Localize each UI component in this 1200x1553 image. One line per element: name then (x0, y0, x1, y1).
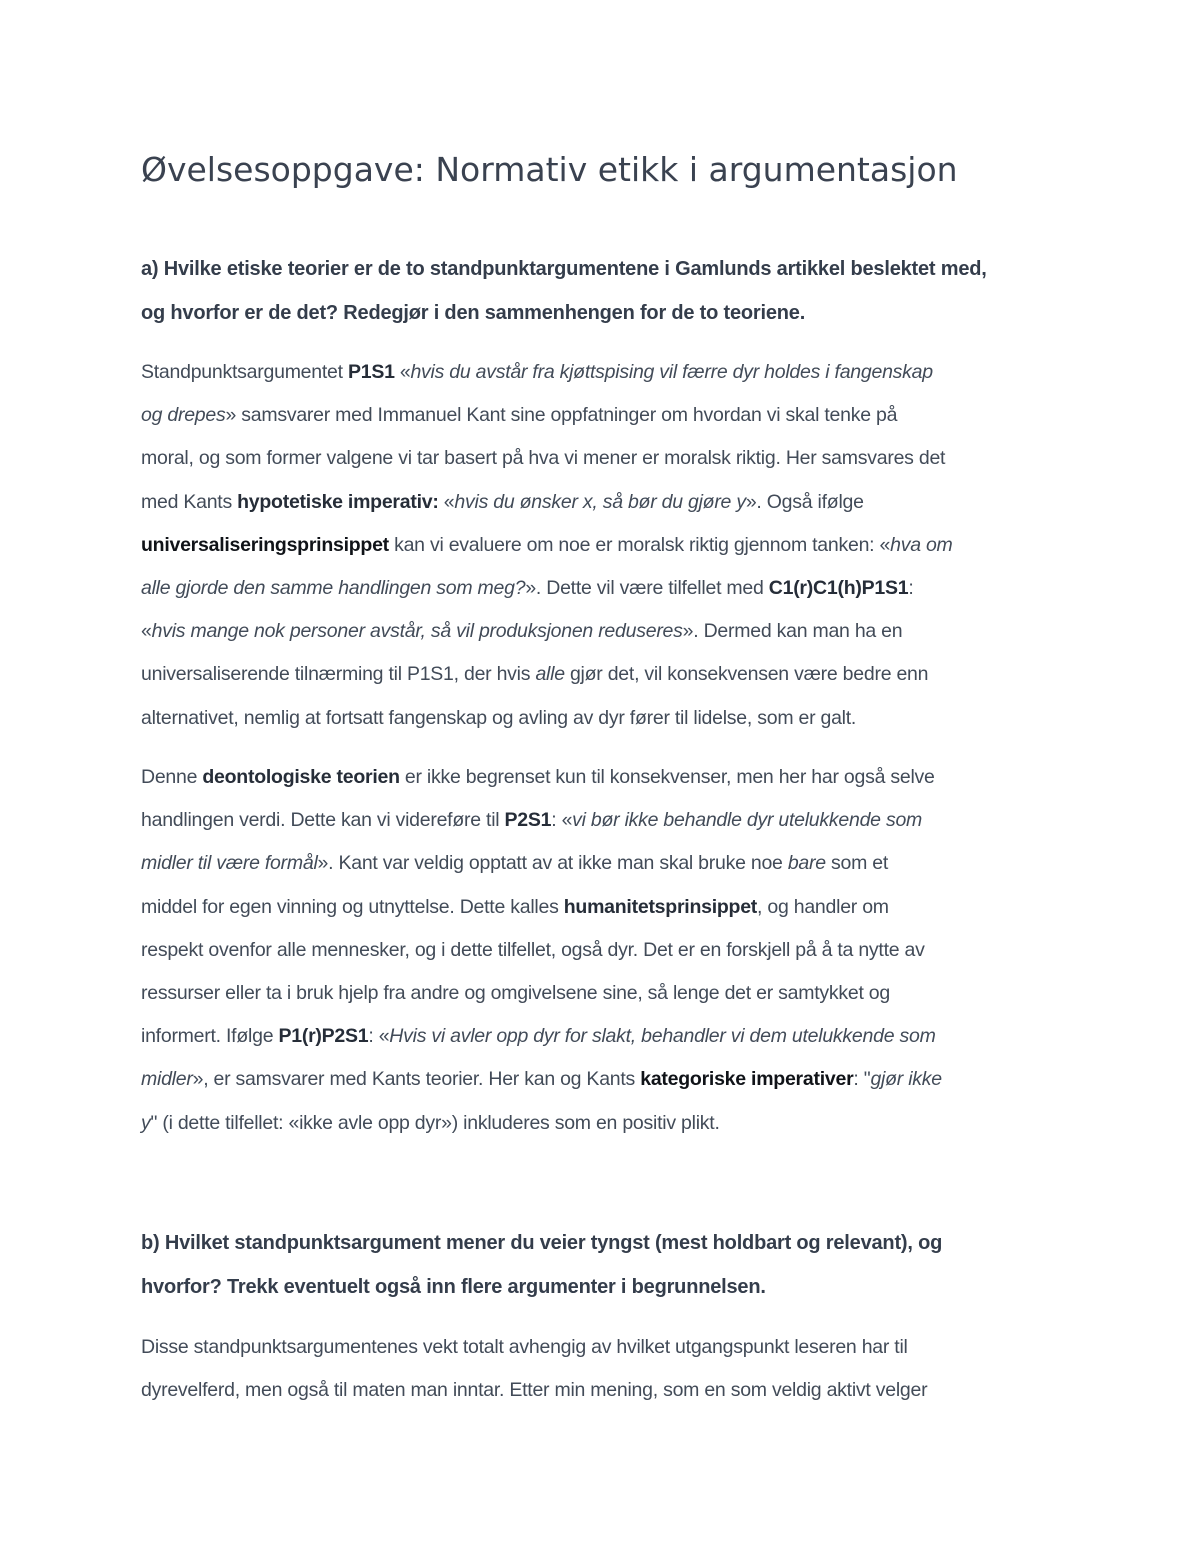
text-line: informert. Ifølge P1(r)P2S1: «Hvis vi avler opp dyr for slakt, behandler vi dem utelukkende som (141, 1025, 936, 1048)
text-line: med Kants hypotetiske imperativ: «hvis du ønsker x, så bør du gjøre y». Også ifølge (141, 490, 864, 513)
text-line: alternativet, nemlig at fortsatt fangenskap og avling av dyr fører til lidelse, som er galt. (141, 706, 857, 729)
argument-ref: P1(r)P2S1 (278, 1025, 369, 1048)
text-line: handlingen verdi. Dette kan vi videreføre til P2S1: «vi bør ikke behandle dyr utelukkende som (141, 809, 923, 832)
question-a-heading (141, 248, 1071, 335)
text-line: Disse standpunktsargumentenes vekt totalt avhengig av hvilket utgangspunkt leseren har til (141, 1336, 908, 1358)
term-highlight: kategoriske imperativer (640, 1068, 854, 1091)
text-line: «hvis mange nok personer avstår, så vil produksjonen reduseres». Dermed kan man ha en (141, 620, 903, 643)
term-highlight: humanitetsprinsippet (563, 895, 758, 918)
document-title: Øvelsesoppgave: Normativ etikk i argumentasjon (141, 150, 958, 189)
text-line: universaliseringsprinsippet kan vi evaluere om noe er moralsk riktig gjennom tanken: «hva om (141, 533, 953, 556)
text-line: ressurser eller ta i bruk hjelp fra andre og omgivelsene sine, så lenge det er samtykket og (141, 982, 890, 1005)
argument-ref: C1(r)C1(h)P1S1 (768, 577, 909, 600)
answer-a-paragraph-1 (141, 351, 1071, 740)
question-b-heading (141, 1222, 1071, 1309)
answer-a-paragraph-2 (141, 756, 1071, 1145)
text-line: Standpunktsargumentet P1S1 «hvis du avstår fra kjøttspising vil færre dyr holdes i fangenskap (141, 361, 933, 383)
answer-b-paragraph-1 (141, 1326, 1071, 1412)
text-line: middel for egen vinning og utnyttelse. Dette kalles humanitetsprinsippet, og handler om (141, 895, 889, 918)
argument-ref: P2S1 (504, 809, 552, 832)
question-a-line-2: og hvorfor er de det? Redegjør i den sammenhengen for de to teoriene. (141, 301, 806, 324)
text-line: moral, og som former valgene vi tar basert på hva vi mener er moralsk riktig. Her samsvares det (141, 447, 946, 470)
text-line: universaliserende tilnærming til P1S1, der hvis alle gjør det, vil konsekvensen være bedre enn (141, 663, 929, 686)
term-highlight: universaliseringsprinsippet (141, 533, 389, 556)
question-a-line-1: a) Hvilke etiske teorier er de to standpunktargumentene i Gamlunds artikkel beslektet med, (141, 258, 987, 280)
text-line: midler», er samsvarer med Kants teorier. Her kan og Kants kategoriske imperativer: "gjør ikke (141, 1068, 942, 1091)
text-line: og drepes» samsvarer med Immanuel Kant sine oppfatninger om hvordan vi skal tenke på (141, 404, 898, 427)
term-highlight: deontologiske teorien (202, 766, 400, 788)
term-highlight: hypotetiske imperativ: (237, 490, 439, 513)
text-line: dyrevelferd, men også til maten man inntar. Etter min mening, som en som veldig aktivt velger (141, 1379, 928, 1402)
text-line: y" (i dette tilfellet: «ikke avle opp dyr») inkluderes som en positiv plikt. (141, 1111, 720, 1134)
question-b-line-1: b) Hvilket standpunktsargument mener du veier tyngst (mest holdbart og relevant), og (141, 1232, 943, 1254)
question-b-line-2: hvorfor? Trekk eventuelt også inn flere argumenter i begrunnelsen. (141, 1275, 766, 1298)
text-line: midler til være formål». Kant var veldig opptatt av at ikke man skal bruke noe bare som et (141, 852, 889, 875)
text-line: alle gjorde den samme handlingen som meg?». Dette vil være tilfellet med C1(r)C1(h)P1S1: (141, 577, 914, 600)
text-line: Denne deontologiske teorien er ikke begrenset kun til konsekvenser, men her har også selve (141, 766, 935, 788)
argument-ref: P1S1 (347, 361, 395, 383)
text-line: respekt ovenfor alle mennesker, og i dette tilfellet, også dyr. Det er en forskjell på å ta nytte av (141, 938, 925, 961)
